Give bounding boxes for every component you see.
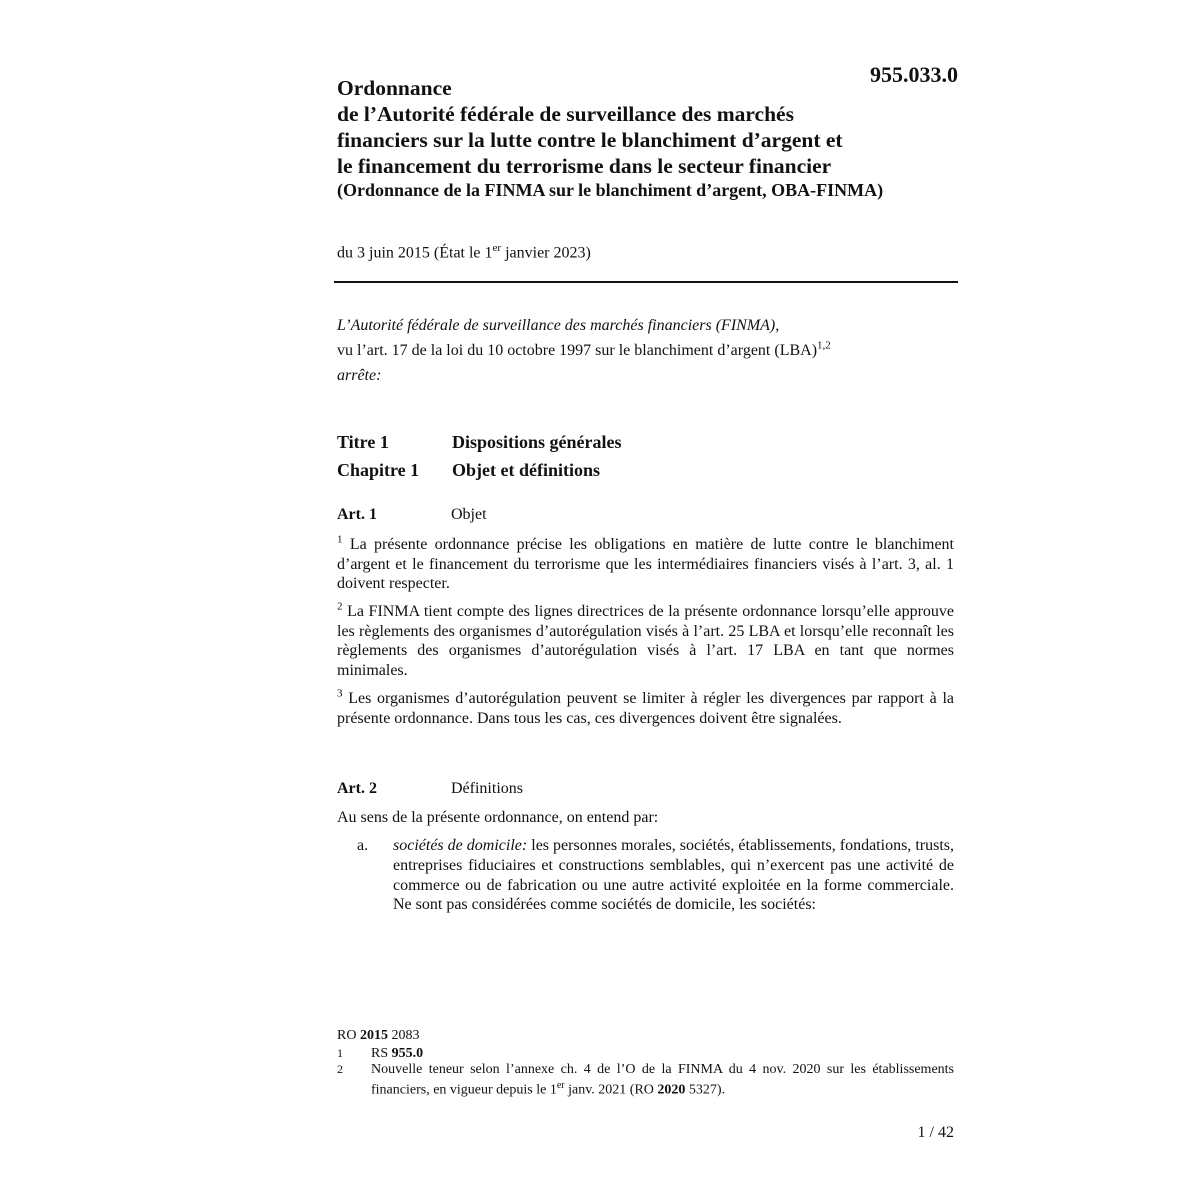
footnote-ref[interactable]: 1,2	[817, 339, 831, 352]
paragraph-number: 3	[337, 687, 343, 700]
preamble-authority: L’Autorité fédérale de surveillance des marchés financiers (FINMA),	[337, 317, 780, 334]
footnote-text	[371, 1046, 423, 1062]
fn1-bold: 955.0	[391, 1046, 424, 1061]
footnote-2	[337, 1062, 954, 1098]
ro-page: 2083	[387, 1028, 420, 1043]
footnote-number: 2	[337, 1062, 343, 1076]
document-subtitle: (Ordonnance de la FINMA sur le blanchiment d’argent, OBA-FINMA)	[337, 180, 884, 200]
title-line: financiers sur la lutte contre le blanchiment d’argent et	[337, 128, 843, 152]
preamble	[337, 313, 831, 388]
page-number: 1 / 42	[917, 1124, 954, 1141]
ro-reference	[337, 1028, 419, 1044]
titre-heading	[337, 428, 622, 456]
article-heading: Définitions	[451, 780, 523, 797]
paragraph-text: La FINMA tient compte des lignes directrices de la présente ordonnance lorsqu’elle approuve les règlements des organismes d’autorégulation visés à l’art. 25 LBA et lorsqu’elle reconnaît les règlements des organismes d’autorégulation visés à l’art. 17 LBA en tant que normes minimales.	[337, 603, 954, 679]
paragraph-number: 1	[337, 533, 343, 546]
footnote-number: 1	[337, 1046, 343, 1060]
paragraph-number: 2	[337, 600, 343, 613]
fn1-pre: RS	[371, 1046, 392, 1061]
article-1-paragraph-3	[337, 689, 954, 728]
title-line: Ordonnance	[337, 76, 452, 100]
rs-number: 955.033.0	[870, 62, 958, 87]
ro-year: 2015	[359, 1028, 388, 1043]
article-2-intro: Au sens de la présente ordonnance, on entend par:	[337, 809, 659, 826]
fn2-mid: janv. 2021 (RO	[564, 1082, 658, 1098]
date-post: janvier 2023)	[501, 244, 591, 262]
article-number: Art. 2	[337, 780, 377, 797]
ro-pre: RO	[337, 1028, 360, 1043]
article-1-paragraph-2	[337, 602, 954, 680]
article-number: Art. 1	[337, 506, 377, 523]
preamble-decision: arrête:	[337, 367, 382, 384]
article-2-heading	[337, 780, 523, 798]
definition-text: les personnes morales, sociétés, établissements, fondations, trusts, entreprises fiduciaires et constructions semblables, qui n’exercent pas une activité de commerce ou de fabrication ou une autre activité exploitée en la forme commerciale. Ne sont pas considérées comme sociétés de domicile, les sociétés:	[393, 837, 955, 914]
date-sup: er	[492, 242, 502, 254]
title-divider	[334, 281, 958, 283]
footnote-text	[371, 1062, 954, 1098]
preamble-basis	[337, 338, 831, 363]
item-text	[393, 836, 954, 915]
defined-term: sociétés de domicile:	[393, 837, 528, 854]
date-pre: du 3 juin 2015 (État le 1	[337, 244, 493, 262]
titre-text: Dispositions générales	[452, 432, 622, 452]
definition-item-a	[357, 836, 954, 915]
fn2-sup: er	[556, 1079, 565, 1091]
fn2-post: 5327).	[685, 1082, 726, 1098]
footnote-1	[337, 1046, 954, 1062]
article-heading: Objet	[451, 506, 487, 523]
chapitre-heading	[337, 456, 622, 484]
paragraph-text: La présente ordonnance précise les obligations en matière de lutte contre le blanchiment d’argent et le financement du terrorisme que les intermédiaires financiers visés à l’art. 3, al. 1 doivent respecter.	[337, 536, 954, 592]
titre-label: Titre 1	[337, 432, 389, 452]
item-letter: a.	[357, 837, 369, 854]
section-headings	[337, 428, 622, 484]
fn2-pre: Nouvelle teneur selon l’annexe ch. 4 de l’O de la FINMA du 4 nov. 2020 sur les établissements financiers, en vigueur depuis le 1	[371, 1062, 954, 1098]
title-line: de l’Autorité fédérale de surveillance des marchés	[337, 102, 794, 126]
chapitre-label: Chapitre 1	[337, 460, 420, 480]
preamble-basis-text: vu l’art. 17 de la loi du 10 octobre 1997 sur le blanchiment d’argent (LBA)	[337, 342, 818, 359]
title-line: le financement du terrorisme dans le secteur financier	[337, 154, 832, 178]
paragraph-text: Les organismes d’autorégulation peuvent se limiter à régler les divergences par rapport à la présente ordonnance. Dans tous les cas, ces divergences doivent être signalées.	[337, 690, 954, 727]
document-date	[337, 242, 591, 262]
chapitre-text: Objet et définitions	[452, 460, 600, 480]
document-title	[337, 75, 843, 179]
article-1-paragraph-1	[337, 535, 954, 594]
article-1-heading	[337, 506, 487, 524]
fn2-bold: 2020	[657, 1082, 686, 1098]
